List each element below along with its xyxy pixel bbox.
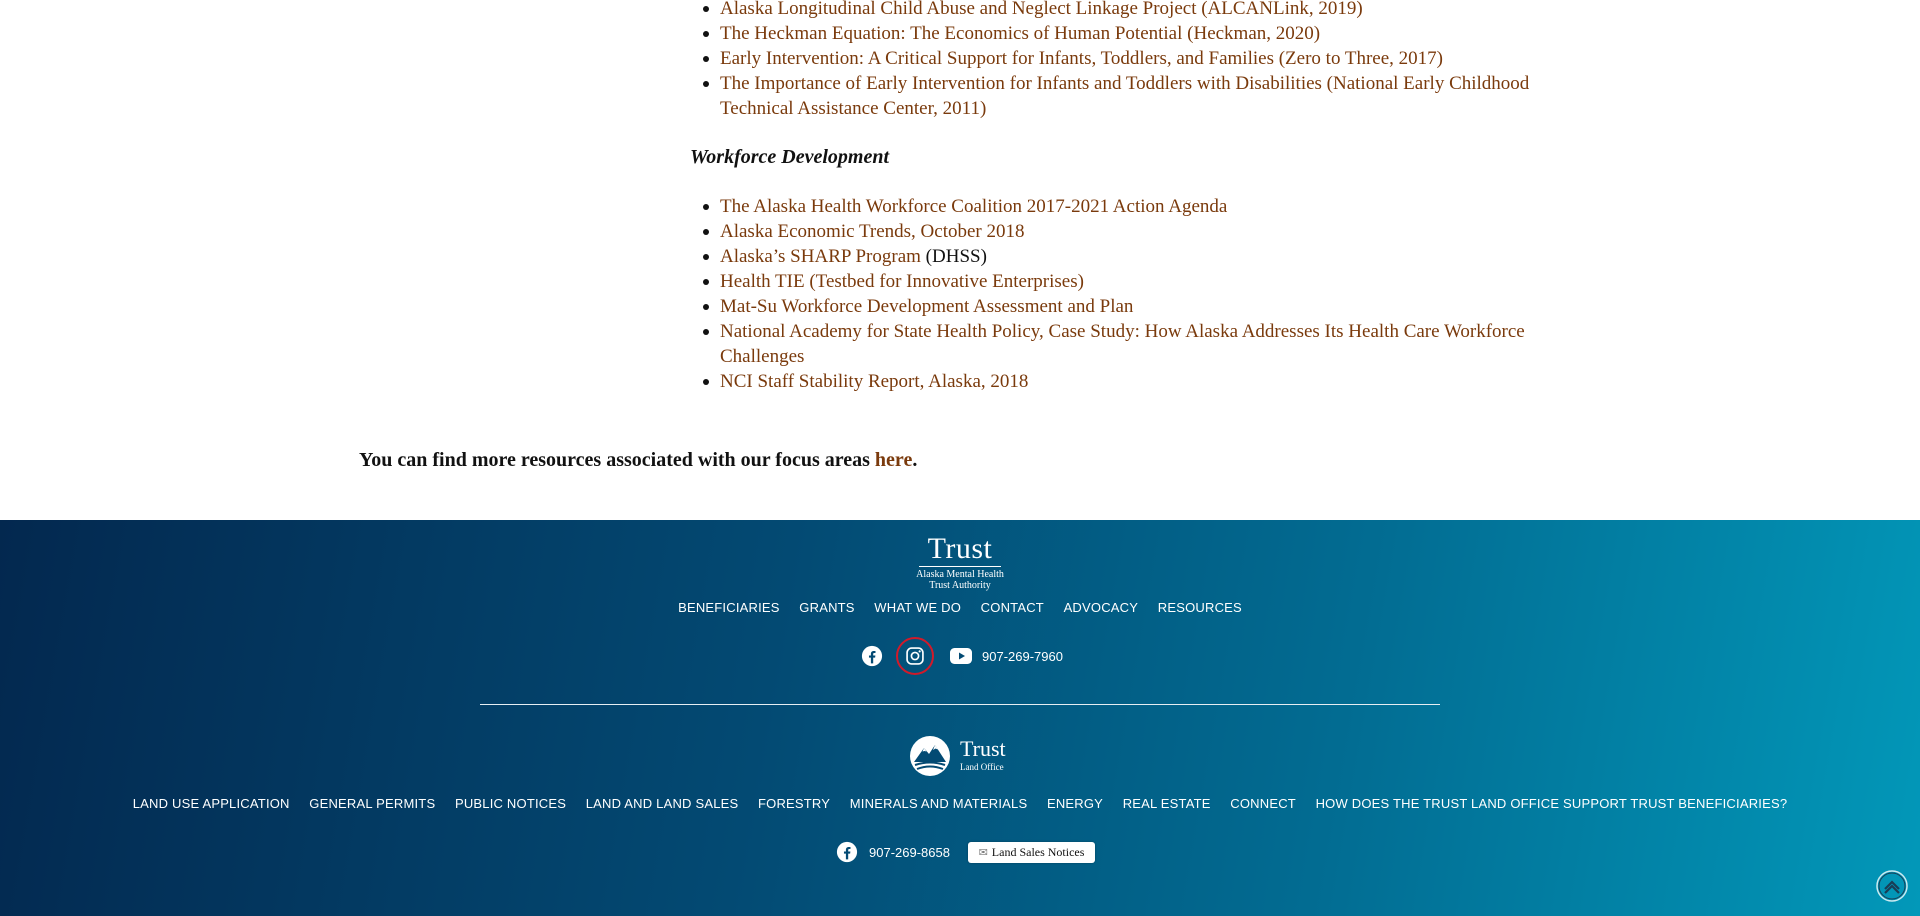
more-resources-text xyxy=(359,449,917,472)
list-item[interactable] xyxy=(720,71,1560,121)
list-item[interactable] xyxy=(720,46,1560,71)
instagram-icon[interactable] xyxy=(902,643,928,669)
facebook-icon[interactable] xyxy=(834,839,860,865)
early-intervention-list xyxy=(720,0,1560,121)
resource-link[interactable]: National Academy for State Health Policy, Case Study: How Alaska Addresses Its Health Care Workforce Challenges xyxy=(720,321,1525,367)
resource-link[interactable]: The Heckman Equation: The Economics of Human Potential (Heckman, 2020) xyxy=(720,23,1321,44)
logo-rule xyxy=(919,566,1001,567)
scroll-to-top-icon[interactable] xyxy=(1876,870,1908,902)
nav-resources[interactable]: RESOURCES xyxy=(1157,600,1242,615)
land-sales-notices-button[interactable] xyxy=(968,842,1095,863)
list-item[interactable] xyxy=(720,294,1560,319)
resource-link[interactable]: Mat-Su Workforce Development Assessment and Plan xyxy=(720,296,1134,317)
site-footer xyxy=(0,520,1920,916)
resource-suffix: (DHSS) xyxy=(920,246,987,267)
footer-divider xyxy=(480,704,1440,705)
list-item[interactable] xyxy=(720,269,1560,294)
facebook-icon[interactable] xyxy=(859,643,885,669)
resource-link[interactable]: Early Intervention: A Critical Support for Infants, Toddlers, and Families (Zero to Three, 2017) xyxy=(720,48,1443,69)
resource-link[interactable]: Alaska Longitudinal Child Abuse and Neglect Linkage Project (ALCANLink, 2019) xyxy=(720,0,1363,19)
resource-link[interactable]: NCI Staff Stability Report, Alaska, 2018 xyxy=(720,371,1029,392)
nav-grants[interactable]: GRANTS xyxy=(799,600,855,615)
nav-public-notices[interactable]: PUBLIC NOTICES xyxy=(454,796,567,811)
list-item[interactable] xyxy=(720,319,1560,369)
section-heading-workforce: Workforce Development xyxy=(690,146,890,168)
nav-land-and-land-sales[interactable]: LAND AND LAND SALES xyxy=(585,796,739,811)
list-item[interactable] xyxy=(720,369,1560,394)
nav-how-does-tlo-support[interactable]: HOW DOES THE TRUST LAND OFFICE SUPPORT TRUST BENEFICIARIES? xyxy=(1315,796,1788,811)
nav-minerals-and-materials[interactable]: MINERALS AND MATERIALS xyxy=(849,796,1028,811)
footer-nav xyxy=(0,600,1920,615)
nav-advocacy[interactable]: ADVOCACY xyxy=(1063,600,1139,615)
mountain-logo-icon xyxy=(908,734,952,778)
land-office-nav xyxy=(0,796,1920,811)
nav-connect[interactable]: CONNECT xyxy=(1230,796,1296,811)
envelope-icon: ✉ xyxy=(978,847,988,859)
nav-contact[interactable]: CONTACT xyxy=(980,600,1044,615)
tlo-logo-sub: Land Office xyxy=(960,762,1004,772)
nav-beneficiaries[interactable]: BENEFICIARIES xyxy=(678,600,780,615)
logo-line-1: Alaska Mental Health xyxy=(916,569,1004,580)
more-resources-label: You can find more resources associated with our focus areas xyxy=(359,449,875,471)
land-sales-notices-label: Land Sales Notices xyxy=(991,845,1085,859)
youtube-icon[interactable] xyxy=(948,643,974,669)
resource-link[interactable]: The Alaska Health Workforce Coalition 2017-2021 Action Agenda xyxy=(720,196,1228,217)
list-item[interactable] xyxy=(720,244,1560,269)
resource-link[interactable]: The Importance of Early Intervention for Infants and Toddlers with Disabilities (National Early Childhood Technical Assistance Center, 2011) xyxy=(720,73,1530,119)
logo-word: Trust xyxy=(927,532,993,565)
nav-energy[interactable]: ENERGY xyxy=(1046,796,1104,811)
resource-link[interactable]: Alaska’s SHARP Program xyxy=(720,246,921,267)
nav-real-estate[interactable]: REAL ESTATE xyxy=(1122,796,1211,811)
more-resources-link[interactable]: here xyxy=(874,449,913,471)
trust-land-office-logo[interactable] xyxy=(908,734,1012,778)
resource-link[interactable]: Alaska Economic Trends, October 2018 xyxy=(720,221,1025,242)
list-item[interactable] xyxy=(720,0,1560,21)
nav-what-we-do[interactable]: WHAT WE DO xyxy=(874,600,962,615)
workforce-list xyxy=(720,194,1560,394)
resource-link[interactable]: Health TIE (Testbed for Innovative Enterprises) xyxy=(720,271,1084,292)
tlo-phone-number[interactable]: 907-269-8658 xyxy=(869,845,950,860)
logo-line-2: Trust Authority xyxy=(929,580,991,591)
nav-land-use-application[interactable]: LAND USE APPLICATION xyxy=(132,796,290,811)
more-resources-period: . xyxy=(912,449,918,471)
list-item[interactable] xyxy=(720,194,1560,219)
list-item[interactable] xyxy=(720,219,1560,244)
nav-general-permits[interactable]: GENERAL PERMITS xyxy=(309,796,436,811)
trust-authority-logo[interactable] xyxy=(905,534,1015,591)
nav-forestry[interactable]: FORESTRY xyxy=(758,796,831,811)
list-item[interactable] xyxy=(720,21,1560,46)
phone-number[interactable]: 907-269-7960 xyxy=(982,649,1063,664)
tlo-logo-word: Trust xyxy=(960,736,1006,761)
